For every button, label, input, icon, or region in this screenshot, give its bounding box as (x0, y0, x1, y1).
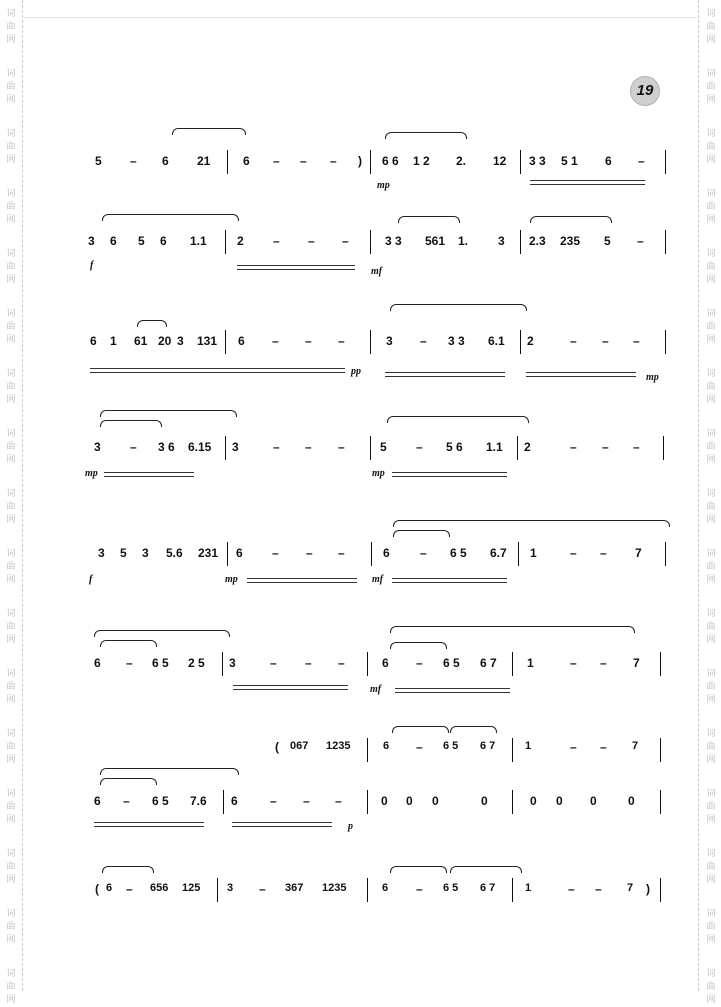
dynamic-mark: mp (225, 574, 238, 585)
rest: 0 (481, 794, 488, 808)
dash: – (633, 440, 640, 454)
slur (387, 416, 529, 423)
watermark-text: 词 曲 网 (6, 369, 16, 405)
note: 6 (382, 882, 389, 894)
barline (512, 738, 513, 762)
barline (520, 230, 521, 254)
dynamic-mark: mf (371, 266, 383, 277)
dash: – (308, 234, 315, 248)
dash: – (130, 154, 137, 168)
note: 1 (525, 882, 532, 894)
note-pair: 6 5 (450, 546, 467, 560)
watermark-text: 词 曲 网 (706, 69, 716, 105)
note: 6 (382, 656, 389, 670)
dash: – (303, 794, 310, 808)
dynamic-mark: pp (351, 366, 361, 377)
barline (665, 542, 666, 566)
note: 3 (98, 546, 105, 560)
dash: – (570, 656, 577, 670)
hairpin (392, 472, 507, 477)
barline (370, 436, 371, 460)
rest: 0 (406, 794, 413, 808)
watermark-text: 词 曲 网 (6, 669, 16, 705)
note-pair: 6 5 (152, 794, 169, 808)
dash: – (600, 740, 607, 754)
dash: – (130, 440, 137, 454)
note-group: 131 (197, 334, 218, 348)
note-pair: 61 (134, 334, 148, 348)
hairpin (526, 372, 636, 377)
watermark-text: 词 曲 网 (706, 849, 716, 885)
dash: – (305, 334, 312, 348)
rest: 0 (381, 794, 388, 808)
hairpin (94, 822, 204, 827)
note-pair: 3 3 (385, 234, 402, 248)
dash: – (126, 656, 133, 670)
note: 6 (90, 334, 97, 348)
barline (520, 330, 521, 354)
watermark-text: 词 曲 网 (706, 189, 716, 225)
slur (390, 304, 527, 311)
dash: – (272, 334, 279, 348)
dash: – (416, 656, 423, 670)
note-pair: 6 7 (480, 882, 496, 894)
slur (398, 216, 460, 223)
slur (450, 726, 497, 733)
note: 3 (232, 440, 239, 454)
note-pair: 6 6 (382, 154, 399, 168)
note: 6 (162, 154, 169, 168)
note: 6 (236, 546, 243, 560)
dash: – (305, 656, 312, 670)
note: 1. (458, 234, 469, 248)
rest: 0 (530, 794, 537, 808)
dash: – (338, 656, 345, 670)
barline (512, 790, 513, 814)
hairpin (233, 685, 348, 690)
hairpin (530, 180, 645, 185)
slur (94, 630, 230, 637)
watermark-text: 词 曲 网 (706, 609, 716, 645)
note: 3 (386, 334, 393, 348)
slur (102, 866, 154, 873)
note-group: 067 (290, 740, 309, 752)
barline (371, 542, 372, 566)
dash: – (570, 740, 577, 754)
dash: – (338, 334, 345, 348)
watermark-text: 词 曲 网 (706, 969, 716, 1005)
hairpin (395, 688, 510, 693)
dash: – (416, 882, 423, 896)
close-paren: ) (646, 882, 650, 896)
note-pair: 12 (493, 154, 507, 168)
note: 5 (380, 440, 387, 454)
dash: – (570, 546, 577, 560)
slur (390, 642, 447, 649)
rest: 0 (432, 794, 439, 808)
watermark-text: 词 曲 网 (706, 789, 716, 825)
slur (100, 410, 237, 417)
rest: 0 (590, 794, 597, 808)
slur (390, 866, 447, 873)
dash: – (416, 440, 423, 454)
barline (665, 330, 666, 354)
slur (393, 520, 670, 527)
dynamic-mark: mp (646, 372, 659, 383)
dash: – (273, 234, 280, 248)
note: 6 (110, 234, 117, 248)
note: 2 (524, 440, 531, 454)
hairpin (90, 368, 345, 373)
note: 3 (177, 334, 184, 348)
watermark-text: 词 曲 网 (706, 9, 716, 45)
dash: – (633, 334, 640, 348)
note-group: 1.1 (190, 234, 207, 248)
watermark-text: 词 曲 网 (706, 429, 716, 465)
note: 6 (106, 882, 113, 894)
watermark-text: 词 曲 网 (6, 249, 16, 285)
dash: – (335, 794, 342, 808)
barline (663, 436, 664, 460)
watermark-text: 词 曲 网 (6, 69, 16, 105)
watermark-text: 词 曲 网 (706, 129, 716, 165)
note: 6 (383, 740, 390, 752)
note-group: 1235 (326, 740, 351, 752)
dash: – (600, 546, 607, 560)
dash: – (126, 882, 133, 896)
note: 3 (498, 234, 505, 248)
note: 2 (527, 334, 534, 348)
barline (518, 542, 519, 566)
dash: – (338, 546, 345, 560)
barline (660, 878, 661, 902)
barline (370, 150, 371, 174)
watermark-text: 词 曲 网 (706, 909, 716, 945)
watermark-text: 词 曲 网 (706, 549, 716, 585)
watermark-text: 词 曲 网 (6, 9, 16, 45)
watermark-text: 词 曲 网 (706, 249, 716, 285)
note-pair: 20 (158, 334, 172, 348)
note-group: 656 (150, 882, 169, 894)
rest: 0 (628, 794, 635, 808)
dash: – (273, 154, 280, 168)
note-pair: 6 7 (480, 740, 496, 752)
watermark-text: 词 曲 网 (6, 429, 16, 465)
top-rule (24, 17, 697, 18)
dash: – (570, 334, 577, 348)
dash: – (300, 154, 307, 168)
dash: – (420, 334, 427, 348)
watermark-text: 词 曲 网 (6, 189, 16, 225)
slur (393, 530, 450, 537)
dash: – (595, 882, 602, 896)
barline (367, 738, 368, 762)
note-group: 235 (560, 234, 581, 248)
note-pair: 5 1 (561, 154, 578, 168)
barline (660, 652, 661, 676)
watermark-text: 词 曲 网 (6, 609, 16, 645)
watermark-text: 词 曲 网 (706, 489, 716, 525)
note: 1 (527, 656, 534, 670)
barline (517, 436, 518, 460)
watermark-text: 词 曲 网 (706, 369, 716, 405)
watermark-text: 词 曲 网 (706, 309, 716, 345)
watermark-text: 词 曲 网 (6, 729, 16, 765)
note-pair: 3 6 (158, 440, 175, 454)
note: 1 (110, 334, 117, 348)
dash: – (570, 440, 577, 454)
hairpin (392, 578, 507, 583)
note-group: 5.6 (166, 546, 183, 560)
hairpin (232, 822, 332, 827)
dynamic-mark: p (348, 821, 353, 832)
note-pair: 1 2 (413, 154, 430, 168)
barline (227, 542, 228, 566)
note-group: 367 (285, 882, 304, 894)
barline (520, 150, 521, 174)
barline (217, 878, 218, 902)
barline (225, 330, 226, 354)
open-paren: ( (275, 740, 279, 754)
dash: – (305, 440, 312, 454)
dynamic-mark: f (89, 574, 93, 585)
note: 5 (120, 546, 127, 560)
barline (512, 652, 513, 676)
dash: – (272, 546, 279, 560)
slur (100, 768, 239, 775)
slur (172, 128, 246, 135)
note: 6 (94, 794, 101, 808)
dynamic-mark: mp (85, 468, 98, 479)
dash: – (270, 656, 277, 670)
watermark-text: 词 曲 网 (6, 309, 16, 345)
note-group: 6.7 (490, 546, 507, 560)
dynamic-mark: f (90, 260, 94, 271)
note: 1 (530, 546, 537, 560)
slur (100, 778, 157, 785)
barline (223, 790, 224, 814)
open-paren: ( (95, 882, 99, 896)
dash: – (123, 794, 130, 808)
note: 6 (160, 234, 167, 248)
note: 7 (633, 656, 640, 670)
dash: – (600, 656, 607, 670)
note-group: 6.1 (488, 334, 505, 348)
note: 3 (94, 440, 101, 454)
note-group: 1.1 (486, 440, 503, 454)
dash: – (270, 794, 277, 808)
barline (660, 738, 661, 762)
note: 5 (604, 234, 611, 248)
hairpin (247, 578, 357, 583)
watermark-text: 词 曲 网 (6, 789, 16, 825)
barline (370, 330, 371, 354)
note-pair: 2 5 (188, 656, 205, 670)
note-group: 561 (425, 234, 446, 248)
page-number-badge: 19 (630, 76, 660, 106)
hairpin (237, 265, 355, 270)
dash: – (259, 882, 266, 896)
note-pair: 5 6 (446, 440, 463, 454)
dynamic-mark: mf (370, 684, 382, 695)
slur (530, 216, 612, 223)
slur (392, 726, 449, 733)
note: 6 (383, 546, 390, 560)
note-group: 7.6 (190, 794, 207, 808)
slur (100, 420, 162, 427)
note: 6 (94, 656, 101, 670)
note-group: 231 (198, 546, 219, 560)
watermark-text: 词 曲 网 (6, 489, 16, 525)
note-pair: 6 5 (443, 740, 459, 752)
note-pair: 3 3 (448, 334, 465, 348)
hairpin (385, 372, 505, 377)
slur (450, 866, 522, 873)
barline (367, 790, 368, 814)
slur (390, 626, 635, 633)
note: 3 (229, 656, 236, 670)
barline (512, 878, 513, 902)
dash: – (602, 334, 609, 348)
note: 6 (243, 154, 250, 168)
dynamic-mark: mf (372, 574, 384, 585)
note-pair: 3 3 (529, 154, 546, 168)
dash: – (342, 234, 349, 248)
barline (370, 230, 371, 254)
dash: – (602, 440, 609, 454)
note: 1 (525, 740, 532, 752)
barline (367, 878, 368, 902)
note-group: 125 (182, 882, 201, 894)
note: 6 (238, 334, 245, 348)
barline (227, 150, 228, 174)
hairpin (104, 472, 194, 477)
note-group: 2.3 (529, 234, 546, 248)
note: 3 (142, 546, 149, 560)
note: 6 (231, 794, 238, 808)
close-paren: ) (358, 154, 362, 168)
watermark-text: 词 曲 网 (6, 849, 16, 885)
barline (225, 436, 226, 460)
slur (102, 214, 239, 221)
note-group: 1235 (322, 882, 347, 894)
note: 7 (632, 740, 639, 752)
rest: 0 (556, 794, 563, 808)
note-group: 6.15 (188, 440, 212, 454)
note-pair: 6 5 (443, 656, 460, 670)
dash: – (330, 154, 337, 168)
watermark-text: 词 曲 网 (6, 549, 16, 585)
dash: – (338, 440, 345, 454)
dynamic-mark: mp (372, 468, 385, 479)
barline (225, 230, 226, 254)
barline (660, 790, 661, 814)
barline (367, 652, 368, 676)
dash: – (568, 882, 575, 896)
watermark-text: 词 曲 网 (706, 669, 716, 705)
dash: – (416, 740, 423, 754)
note: 5 (138, 234, 145, 248)
dynamic-mark: mp (377, 180, 390, 191)
dash: – (638, 154, 645, 168)
watermark-text: 词 曲 网 (706, 729, 716, 765)
note: 2 (237, 234, 244, 248)
note: 3 (227, 882, 234, 894)
barline (665, 150, 666, 174)
watermark-text: 词 曲 网 (6, 969, 16, 1005)
watermark-text: 词 曲 网 (6, 909, 16, 945)
note: 3 (88, 234, 95, 248)
dash: – (306, 546, 313, 560)
dash: – (637, 234, 644, 248)
note: 7 (627, 882, 634, 894)
note-pair: 21 (197, 154, 211, 168)
dash: – (273, 440, 280, 454)
barline (665, 230, 666, 254)
note-pair: 6 5 (152, 656, 169, 670)
note: 7 (635, 546, 642, 560)
note: 5 (95, 154, 102, 168)
slur (100, 640, 157, 647)
slur (137, 320, 167, 327)
watermark-text: 词 曲 网 (6, 129, 16, 165)
dash: – (420, 546, 427, 560)
note: 6 (605, 154, 612, 168)
note: 2. (456, 154, 467, 168)
note-pair: 6 5 (443, 882, 459, 894)
slur (385, 132, 467, 139)
barline (222, 652, 223, 676)
note-pair: 6 7 (480, 656, 497, 670)
